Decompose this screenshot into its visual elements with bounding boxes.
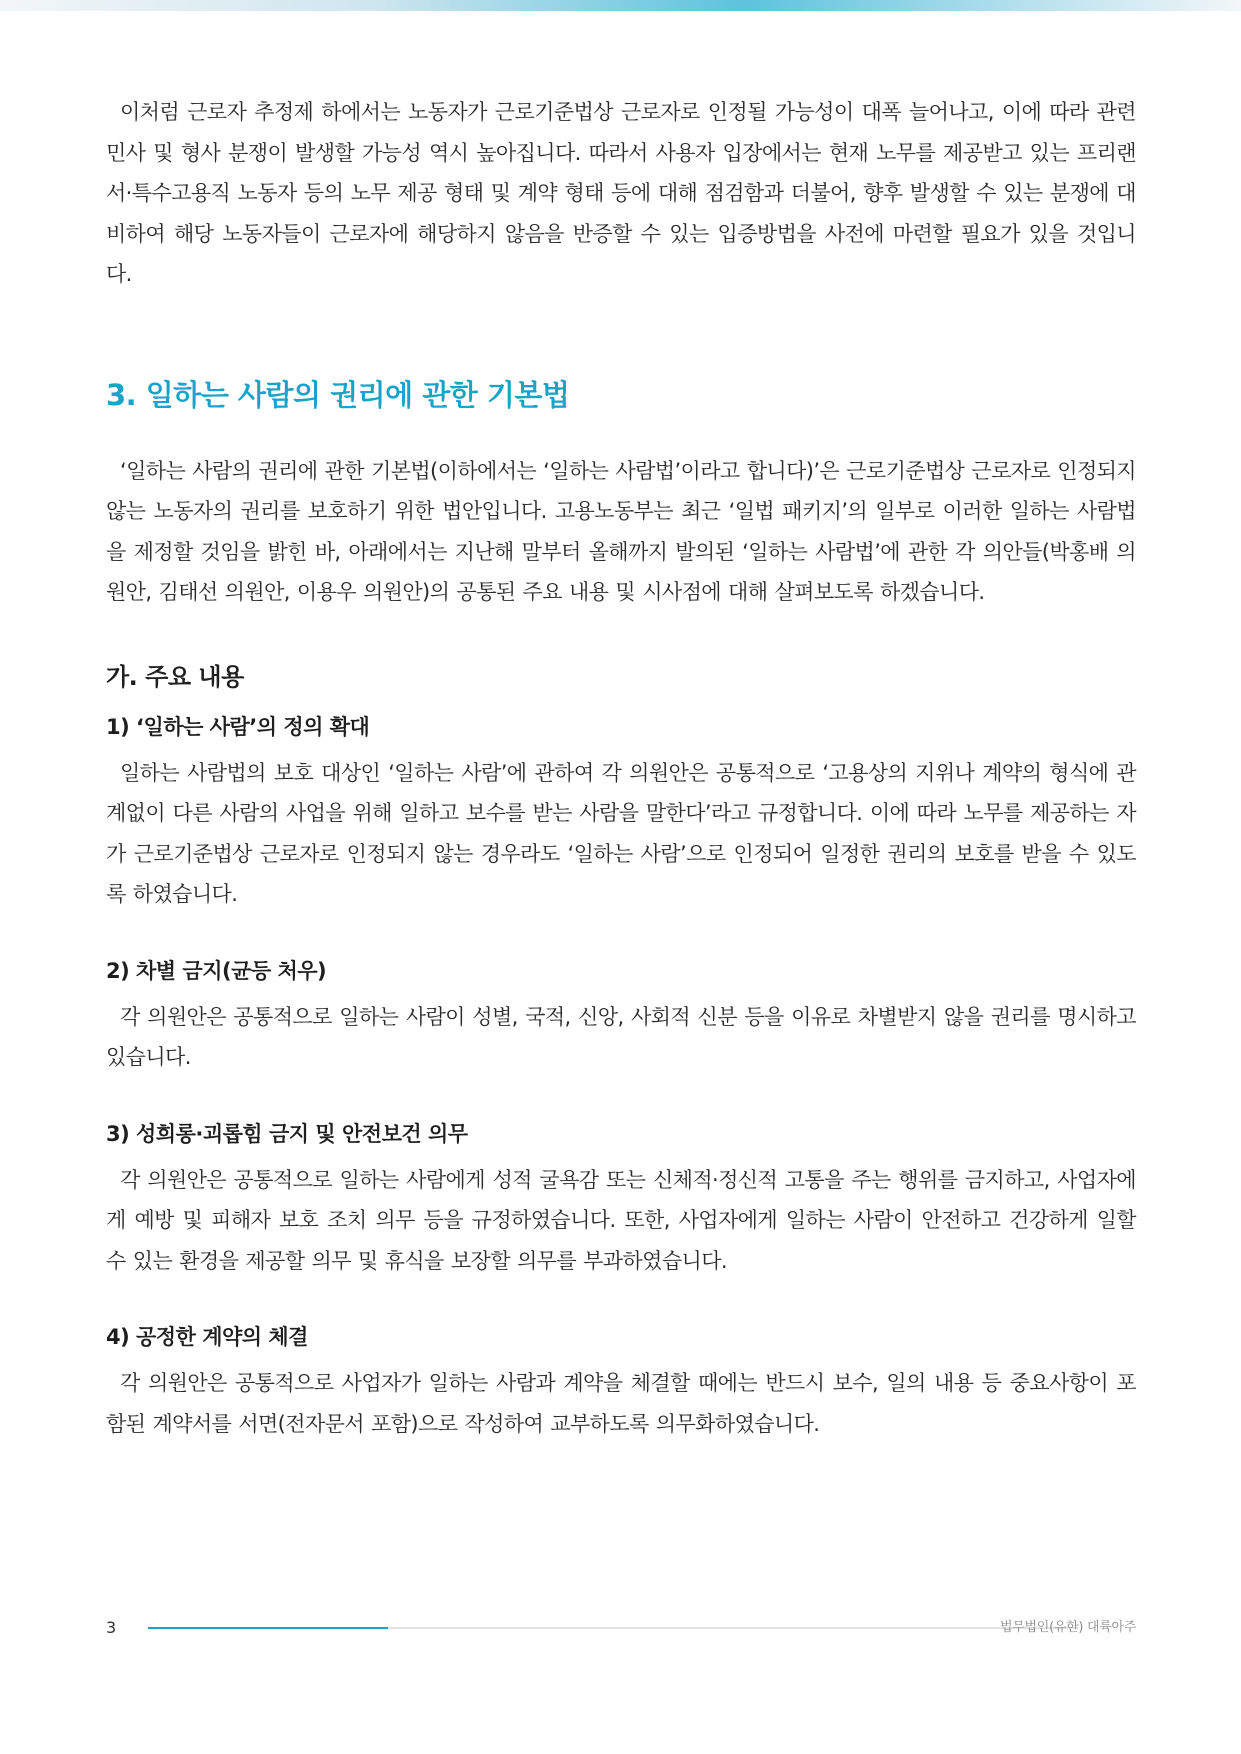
item-body: 일하는 사람법의 보호 대상인 ‘일하는 사람’에 관하여 각 의원안은 공통적으로 ‘고용상의 지위나 계약의 형식에 관계없이 다른 사람의 사업을 위해 일하고 보수를 받는 사람을 말한다’라고 규정합니다. 이에 따라 노무를 제공하는 자가 근로기준법상 근로자로 인정되지 않는 경우라도 ‘일하는 사람’으로 인정되어 일정한 권리의 보호를 받을 수 있도록 하였습니다. bbox=[106, 760, 1136, 906]
list-item bbox=[106, 1317, 1136, 1444]
item-title: 4) 공정한 계약의 체결 bbox=[106, 1325, 308, 1349]
footer-divider-accent bbox=[148, 1627, 388, 1629]
firm-name: 법무법인(유한) 대륙아주 bbox=[1000, 1620, 1136, 1635]
subsection-title: 가. 주요 내용 bbox=[106, 662, 244, 691]
section-title: 3. 일하는 사람의 권리에 관한 기본법 bbox=[106, 377, 570, 412]
document-body bbox=[106, 92, 1136, 1444]
item-body: 각 의원안은 공통적으로 사업자가 일하는 사람과 계약을 체결할 때에는 반드시 보수, 일의 내용 등 중요사항이 포함된 계약서를 서면(전자문서 포함)으로 작성하여 교부하도록 의무화하였습니다. bbox=[106, 1371, 1136, 1436]
list-item bbox=[106, 707, 1136, 915]
item-title: 1) ‘일하는 사람’의 정의 확대 bbox=[106, 714, 370, 739]
list-item bbox=[106, 951, 1136, 1078]
item-title: 2) 차별 금지(균등 처우) bbox=[106, 958, 327, 983]
item-body: 각 의원안은 공통적으로 일하는 사람에게 성적 굴욕감 또는 신체적·정신적 고통을 주는 행위를 금지하고, 사업자에게 예방 및 피해자 보호 조치 의무 등을 규정하였습니다. 또한, 사업자에게 일하는 사람이 안전하고 건강하게 일할 수 있는 환경을 제공할 의무 및 휴식을 보장할 의무를 부과하였습니다. bbox=[106, 1167, 1136, 1273]
section-paragraph: ‘일하는 사람의 권리에 관한 기본법(이하에서는 ‘일하는 사람법’이라고 합니다)’은 근로기준법상 근로자로 인정되지 않는 노동자의 권리를 보호하기 위한 법안입니다. 고용노동부는 최근 ‘일법 패키지’의 일부로 이러한 일하는 사람법을 제정할 것임을 밝힌 바, 아래에서는 지난해 말부터 올해까지 발의된 ‘일하는 사람법’에 관한 각 의안들(박홍배 의원안, 김태선 의원안, 이용우 의원안)의 공통된 주요 내용 및 시사점에 대해 살펴보도록 하겠습니다. bbox=[106, 458, 1136, 604]
page-footer bbox=[106, 1616, 1136, 1640]
item-title: 3) 성희롱·괴롭힘 금지 및 안전보건 의무 bbox=[106, 1121, 468, 1146]
top-gradient-bar bbox=[0, 0, 1241, 11]
intro-paragraph: 이처럼 근로자 추정제 하에서는 노동자가 근로기준법상 근로자로 인정될 가능성이 대폭 늘어나고, 이에 따라 관련 민사 및 형사 분쟁이 발생할 가능성 역시 높아집니다. 따라서 사용자 입장에서는 현재 노무를 제공받고 있는 프리랜서·특수고용직 노동자 등의 노무 제공 형태 및 계약 형태 등에 대해 점검함과 더불어, 향후 발생할 수 있는 분쟁에 대비하여 해당 노동자들이 근로자에 해당하지 않음을 반증할 수 있는 입증방법을 사전에 마련할 필요가 있을 것입니다. bbox=[106, 100, 1136, 286]
item-body: 각 의원안은 공통적으로 일하는 사람이 성별, 국적, 신앙, 사회적 신분 등을 이유로 차별받지 않을 권리를 명시하고 있습니다. bbox=[106, 1004, 1136, 1069]
page-number: 3 bbox=[106, 1618, 117, 1637]
list-item bbox=[106, 1114, 1136, 1282]
